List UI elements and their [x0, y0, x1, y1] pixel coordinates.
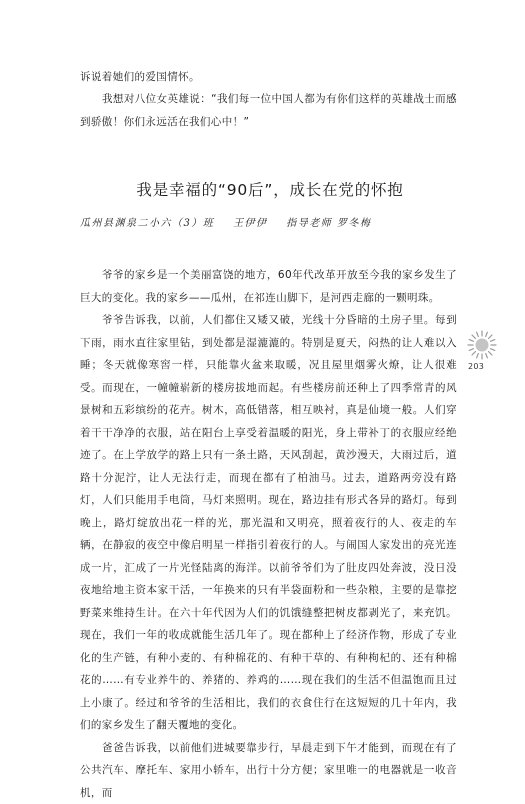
body-paragraph: 爸爸告诉我，以前他们进城要靠步行，早晨走到下午才能到，而现在有了公共汽车、摩托车、家用小轿车，出行十分方便；家里唯一的电器就是一收音机，而	[80, 737, 457, 804]
byline-author: 王伊伊	[233, 218, 268, 229]
article-body	[80, 264, 457, 804]
page-number: 203	[468, 362, 484, 371]
body-paragraph: 爷爷的家乡是一个美丽富饶的地方，60年代改革开放至今我的家乡发生了巨大的变化。我的家乡——瓜州，在祁连山脚下，是河西走廊的一颗明珠。	[80, 264, 457, 309]
top-paragraph: 诉说着她们的爱国情怀。	[80, 66, 457, 89]
byline-school: 瓜州县渊泉二小六（3）班	[80, 218, 214, 229]
byline-teacher: 指导老师 罗冬梅	[286, 218, 371, 229]
sunburst-ornament-icon	[467, 330, 497, 360]
top-paragraph: 我想对八位女英雄说：“我们每一位中国人都为有你们这样的英雄战士而感到骄傲！你们永远活在我们心中！”	[80, 88, 457, 133]
body-paragraph: 爷爷告诉我，以前，人们都住又矮又破，光线十分昏暗的土房子里。每到下雨，雨水直往家里钻，到处都是湿漉漉的。特别是夏天，闷热的让人难以入睡；冬天就像寒窖一样，只能靠火盆来取暖，况且屋里烟雾火燎，让人很难受。而现在，一幢幢崭新的楼房拔地而起。有些楼房前还种上了四季常青的风景树和五彩缤纷的花卉。树木，高低错落，相互映衬，真是仙境一般。人们穿着干干净净的衣服，站在阳台上享受着温暖的阳光，身上带补丁的衣服应经绝迹了。在上学放学的路上只有一条土路，天风刮起，黄沙漫天，大雨过后，道路十分泥泞，让人无法行走，而现在都有了柏油马。过去，道路两旁没有路灯，人们只能用手电筒，马灯来照明。现在，路边挂有形式各异的路灯。每到晚上，路灯绽放出花一样的光，那光温和又明亮，照着夜行的人、夜走的车辆，在静寂的夜空中像启明星一样指引着夜行的人。与闹国人家发出的亮光连成一片，汇成了一片光怪陆离的海洋。以前爷爷们为了肚皮四处奔波，没日没夜地给地主资本家干活，一年换来的只有半袋面粉和一些杂粮，主要的是靠挖野菜来维持生计。在六十年代因为人们的饥饿缝整把树皮都剥光了，来充饥。现在，我们一年的收成就能生活几年了。现在都种上了经济作物，形成了专业化的生产链，有种小麦的、有种棉花的、有种干草的、有种枸杞的、还有种棉花的……有专业养牛的、养猪的、养鸡的……现在我们的生活不但温饱而且过上小康了。经过和爷爷的生活相比，我们的衣食住行在这短短的几十年内，我们的家乡发生了翻天覆地的变化。	[80, 309, 457, 737]
byline	[80, 214, 385, 229]
article-title: 我是幸福的“90后”，成长在党的怀抱	[60, 178, 480, 200]
